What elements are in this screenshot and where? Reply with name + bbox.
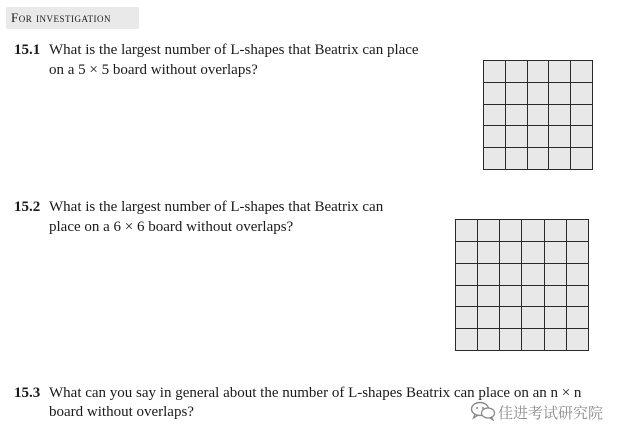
board-cell — [549, 83, 571, 105]
board-cell — [484, 148, 506, 170]
board-cell — [549, 105, 571, 127]
board-cell — [545, 307, 567, 329]
wechat-icon — [470, 401, 496, 421]
board-cell — [528, 126, 550, 148]
board-cell — [478, 307, 500, 329]
board-cell — [484, 126, 506, 148]
board-cell — [456, 242, 478, 264]
question-text-line: on a 5 × 5 board without overlaps? — [49, 62, 258, 78]
board-cell — [506, 126, 528, 148]
board-cell — [567, 264, 589, 286]
board-cell — [506, 105, 528, 127]
board-cell — [506, 148, 528, 170]
question-text-line: What is the largest number of L-shapes that Beatrix can — [49, 199, 384, 215]
board-cell — [545, 242, 567, 264]
board-cell — [571, 83, 593, 105]
section-header — [6, 7, 139, 29]
board-cell — [522, 286, 544, 308]
board-cell — [528, 105, 550, 127]
board-cell — [478, 286, 500, 308]
board-cell — [567, 220, 589, 242]
board-cell — [456, 264, 478, 286]
question-text-line: What is the largest number of L-shapes that Beatrix can place — [49, 42, 419, 58]
board-5x5 — [483, 60, 593, 170]
watermark-text: 佳进考试研究院 — [498, 404, 604, 422]
board-cell — [456, 220, 478, 242]
board-cell — [484, 61, 506, 83]
board-cell — [549, 61, 571, 83]
board-cell — [571, 105, 593, 127]
question-text-line: place on a 6 × 6 board without overlaps? — [49, 219, 294, 235]
board-cell — [478, 242, 500, 264]
board-cell — [567, 329, 589, 351]
board-cell — [456, 307, 478, 329]
board-cell — [545, 329, 567, 351]
board-cell — [484, 105, 506, 127]
board-cell — [500, 264, 522, 286]
board-cell — [545, 220, 567, 242]
board-cell — [571, 126, 593, 148]
board-cell — [545, 286, 567, 308]
section-header-label: For investigation — [11, 10, 111, 25]
board-cell — [478, 264, 500, 286]
board-cell — [522, 220, 544, 242]
board-cell — [545, 264, 567, 286]
board-cell — [522, 329, 544, 351]
board-cell — [528, 83, 550, 105]
question-text-line: What can you say in general about the number of L-shapes Beatrix can place on an n × n — [49, 385, 582, 401]
board-cell — [456, 286, 478, 308]
board-cell — [500, 286, 522, 308]
board-cell — [478, 329, 500, 351]
question-number: 15.1 — [14, 42, 41, 58]
board-cell — [506, 83, 528, 105]
board-cell — [528, 148, 550, 170]
board-cell — [478, 220, 500, 242]
board-cell — [500, 242, 522, 264]
question-number: 15.2 — [14, 199, 41, 215]
board-cell — [500, 220, 522, 242]
watermark — [470, 400, 620, 424]
board-cell — [571, 61, 593, 83]
board-cell — [456, 329, 478, 351]
question-text-line: board without overlaps? — [49, 404, 194, 420]
board-cell — [500, 307, 522, 329]
board-cell — [549, 148, 571, 170]
board-cell — [506, 61, 528, 83]
board-cell — [500, 329, 522, 351]
board-cell — [567, 242, 589, 264]
board-cell — [567, 286, 589, 308]
board-cell — [522, 307, 544, 329]
question-number: 15.3 — [14, 385, 41, 401]
board-6x6 — [455, 219, 589, 351]
board-cell — [571, 148, 593, 170]
board-cell — [484, 83, 506, 105]
board-cell — [522, 242, 544, 264]
board-cell — [567, 307, 589, 329]
board-cell — [549, 126, 571, 148]
board-cell — [522, 264, 544, 286]
board-cell — [528, 61, 550, 83]
